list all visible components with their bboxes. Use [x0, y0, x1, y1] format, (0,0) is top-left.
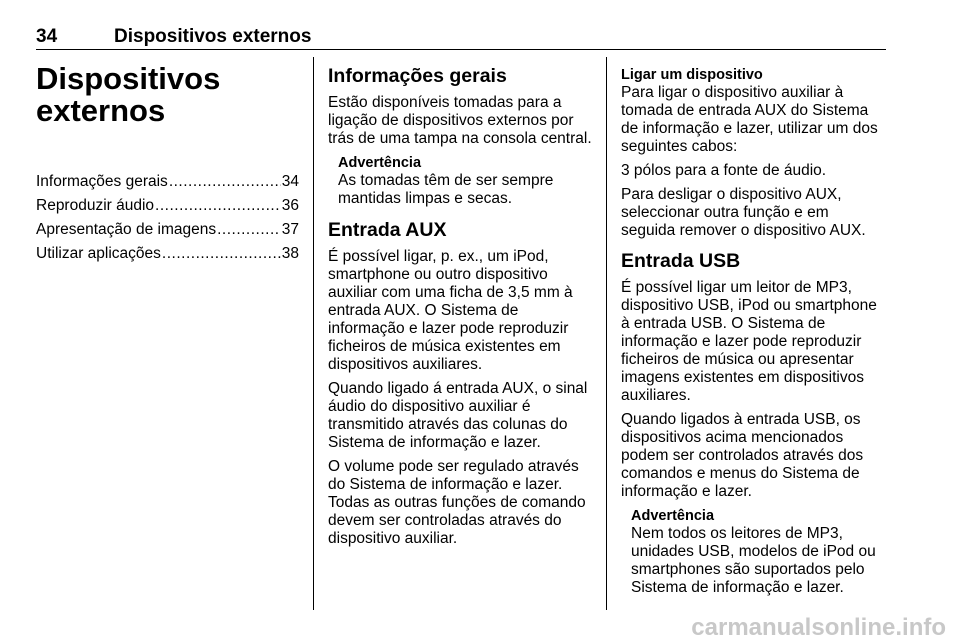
note-title: Advertência [338, 155, 422, 171]
toc-page: 37 [281, 221, 299, 238]
heading-general-info: Informações gerais [328, 65, 507, 87]
chapter-title-line2: externos [36, 93, 166, 128]
paragraph-aux-3: O volume pode ser regulado através do Sistema de informação e lazer. Todas as outras funções de comando devem ser controladas através do dispositivo auxiliar. [328, 458, 586, 547]
subheading-connect-device: Ligar um dispositivo [621, 67, 763, 83]
column-1 [36, 63, 299, 266]
paragraph-aux-1: É possível ligar, p. ex., um iPod, smartphone ou outro dispositivo auxiliar com uma ficha de 3,5 mm à entrada AUX. O Sistema de informação e lazer pode reproduzir ficheiros de música existentes em dispositivos auxiliares. [328, 248, 573, 373]
note-title: Advertência [631, 508, 715, 524]
heading-usb-input: Entrada USB [621, 250, 741, 272]
page-number: 34 [36, 26, 58, 47]
note-box-usb [631, 507, 886, 597]
paragraph-usb-1: É possível ligar um leitor de MP3, dispositivo USB, iPod ou smartphone à entrada USB. O Sistema de informação e lazer pode reproduzir ficheiros de música ou apresentar imagens existentes em dispositivos auxiliares. [621, 279, 877, 404]
note-text: As tomadas têm de ser sempre mantidas limpas e secas. [338, 172, 554, 207]
toc-label: Apresentação de imagens [36, 221, 217, 238]
toc-entry-audio[interactable] [36, 194, 299, 218]
column-2 [328, 64, 593, 554]
watermark: carmanualsonline.info [691, 614, 946, 641]
toc-leader [155, 194, 281, 218]
note-text: Nem todos os leitores de MP3, unidades USB, modelos de iPod ou smartphones são suportados pelo Sistema de informação e lazer. [631, 525, 876, 596]
toc-label: Reproduzir áudio [36, 197, 155, 214]
paragraph-connect-1: Para ligar o dispositivo auxiliar à tomada de entrada AUX do Sistema de informação e lazer, utilizar um dos seguintes cabos: [621, 84, 878, 155]
chapter-title-line1: Dispositivos [36, 61, 221, 96]
header-rule [36, 49, 886, 50]
paragraph-aux-2: Quando ligado á entrada AUX, o sinal áudio do dispositivo auxiliar é transmitido através das colunas do Sistema de informação e lazer. [328, 380, 588, 451]
heading-aux-input: Entrada AUX [328, 219, 447, 241]
column-3 [621, 66, 886, 607]
toc-page: 38 [281, 245, 299, 262]
toc-page: 36 [281, 197, 299, 214]
toc-page: 34 [281, 173, 299, 190]
paragraph-general: Estão disponíveis tomadas para a ligação de dispositivos externos por trás de uma tampa na consola central. [328, 94, 592, 147]
paragraph-connect-2: 3 pólos para a fonte de áudio. [621, 162, 827, 179]
table-of-contents [36, 170, 299, 266]
toc-entry-general[interactable] [36, 170, 299, 194]
column-divider-1 [313, 57, 314, 610]
toc-entry-apps[interactable] [36, 242, 299, 266]
paragraph-connect-3: Para desligar o dispositivo AUX, seleccionar outra função e em seguida remover o dispositivo AUX. [621, 186, 866, 239]
chapter-title [36, 63, 299, 127]
running-title: Dispositivos externos [114, 26, 312, 47]
toc-entry-images[interactable] [36, 218, 299, 242]
paragraph-usb-2: Quando ligados à entrada USB, os dispositivos acima mencionados podem ser controlados através dos comandos e menus do Sistema de informação e lazer. [621, 411, 864, 500]
toc-leader [217, 218, 281, 242]
toc-label: Informações gerais [36, 173, 168, 190]
column-divider-2 [606, 57, 607, 610]
note-box [338, 154, 593, 208]
toc-label: Utilizar aplicações [36, 245, 161, 262]
toc-leader [162, 242, 281, 266]
toc-leader [169, 170, 281, 194]
